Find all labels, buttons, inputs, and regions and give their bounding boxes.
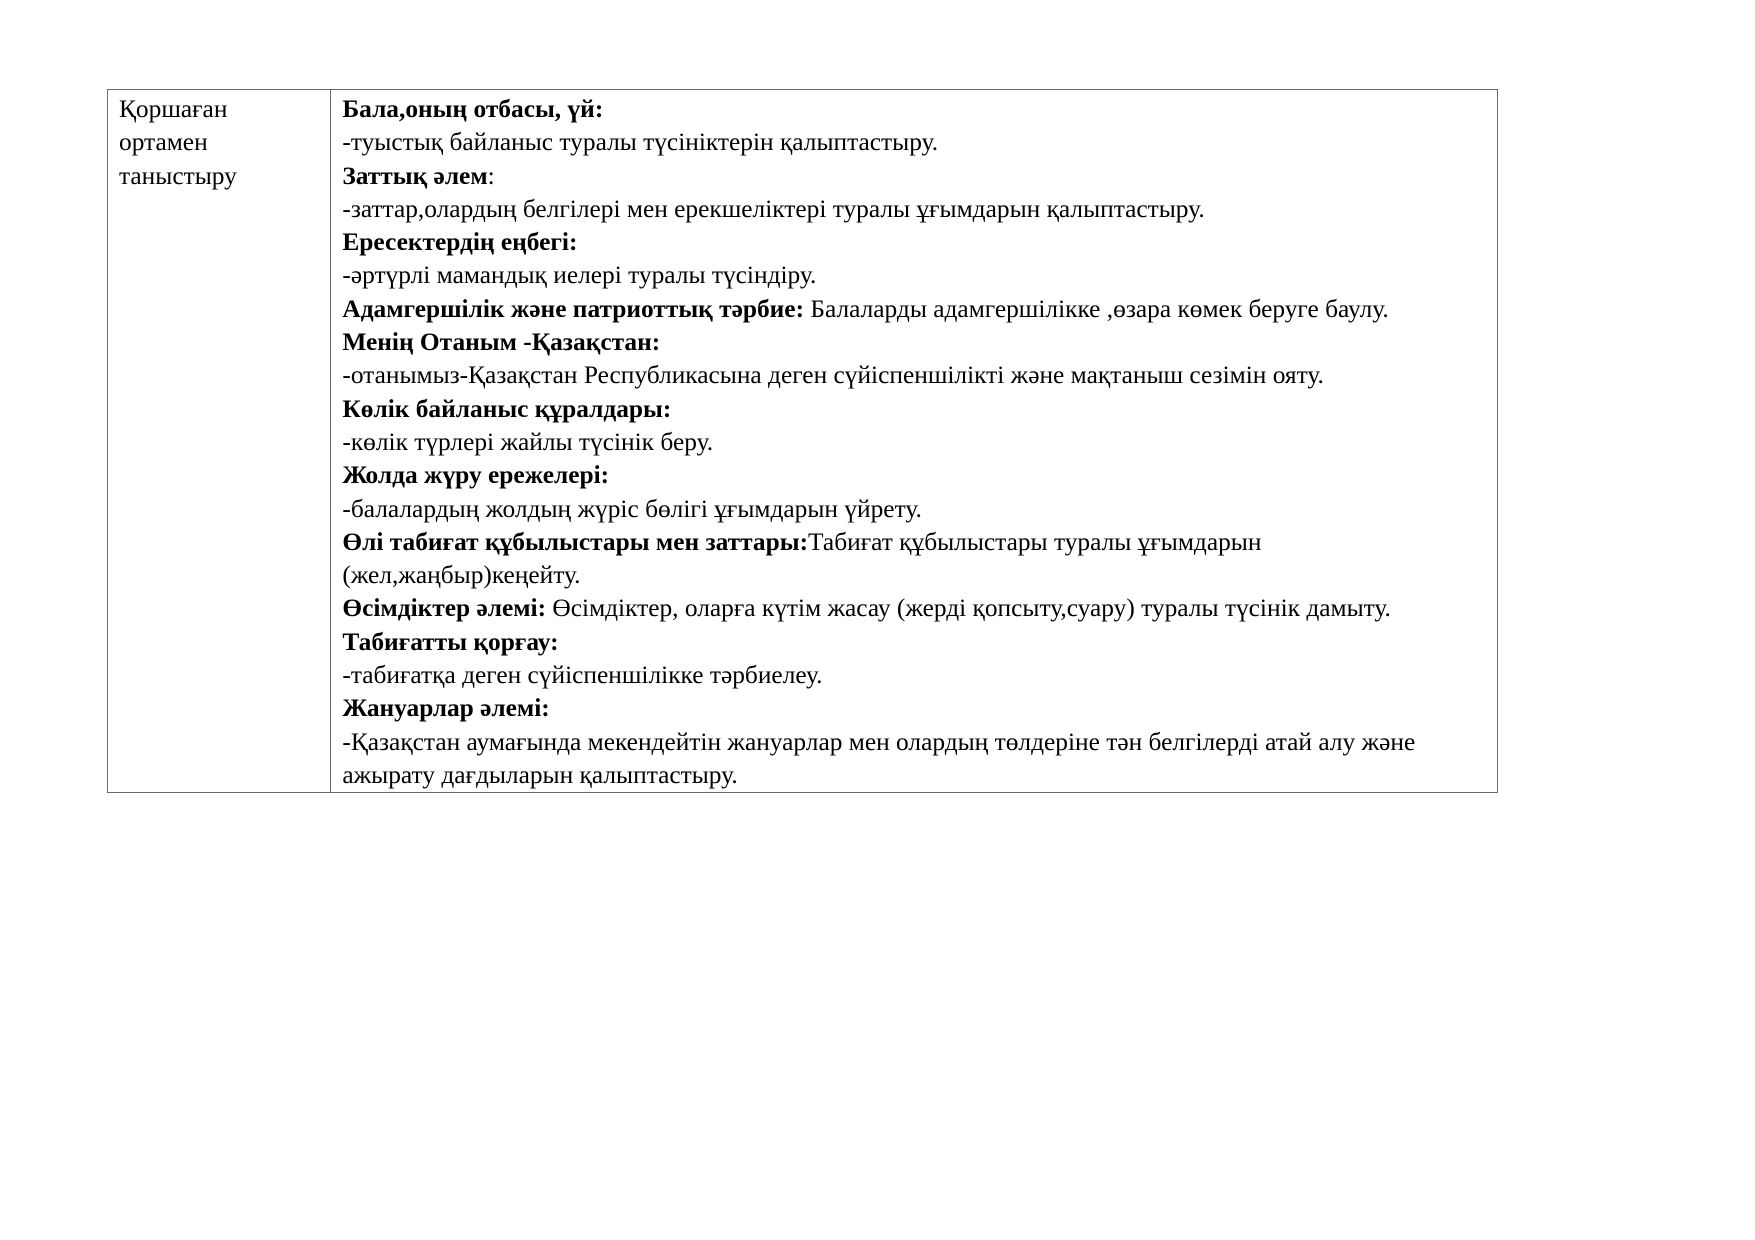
section-title: Заттық әлем [342, 161, 488, 190]
section-title: Өлі табиғат құбылыстары мен заттары: [342, 527, 809, 556]
section-inline-text: Табиғат құбылыстары туралы ұғымдарын (жел,жаңбыр)кеңейту. [342, 527, 1262, 590]
curriculum-table [107, 89, 1498, 793]
section-text: -балалардың жолдың жүріс бөлігі ұғымдарын үйрету. [342, 494, 922, 523]
section-title: Көлік байланыс құралдары: [342, 394, 672, 423]
section-title: Менің Отаным -Қазақстан: [342, 328, 661, 357]
section-title: Жануарлар әлемі: [342, 694, 550, 723]
section-inanimate-nature [342, 526, 1486, 593]
section-inline-text: Өсімдіктер, оларға күтім жасау (жерді қопсыту,суару) туралы түсінік дамыту. [546, 594, 1391, 623]
section-text: -заттар,олардың белгілері мен ерекшеліктері туралы ұғымдарын қалыптастыру. [342, 194, 1205, 223]
section-title: Өсімдіктер әлемі: [342, 594, 547, 623]
section-moral-education [342, 293, 1486, 326]
section-text: -Қазақстан аумағында мекендейтін жануарлар мен олардың төлдеріне тән белгілерді атай алу және ажырату дағдыларын қалыптастыру. [342, 727, 1416, 789]
section-objects [342, 160, 1486, 227]
section-title-suffix: : [487, 161, 495, 190]
section-homeland [342, 326, 1486, 393]
section-text: -табиғатқа деген сүйіспеншілікке тәрбиелеу. [342, 661, 823, 690]
section-transport [342, 393, 1486, 460]
section-title: Жолда жүру ережелері: [342, 461, 610, 490]
subject-line: таныстыру [119, 161, 237, 190]
section-title: Табиғатты қорғау: [342, 627, 559, 656]
section-animals [342, 692, 1486, 792]
section-text: -әртүрлі мамандық иелері туралы түсіндіру. [342, 261, 817, 290]
section-text: -отанымыз-Қазақстан Республикасына деген сүйіспеншілікті және мақтаныш сезімін ояту. [342, 361, 1324, 390]
subject-line: ортамен [119, 128, 208, 157]
section-title: Бала,оның отбасы, үй: [342, 95, 604, 123]
section-adult-work [342, 226, 1486, 293]
table-row [108, 90, 1498, 793]
content-cell [331, 90, 1498, 793]
section-family [342, 93, 1486, 160]
section-inline-text: Балаларды адамгершілікке ,өзара көмек беруге баулу. [804, 294, 1389, 323]
section-road-rules [342, 459, 1486, 526]
subject-cell [108, 90, 331, 793]
section-title: Адамгершілік және патриоттық тәрбие: [342, 294, 805, 323]
section-plants [342, 592, 1486, 625]
section-nature-protection [342, 626, 1486, 693]
section-title: Ересектердің еңбегі: [342, 228, 578, 257]
subject-line: Қоршаған [119, 95, 228, 123]
section-text: -туыстық байланыс туралы түсініктерін қалыптастыру. [342, 128, 939, 157]
section-text: -көлік түрлері жайлы түсінік беру. [342, 427, 714, 456]
